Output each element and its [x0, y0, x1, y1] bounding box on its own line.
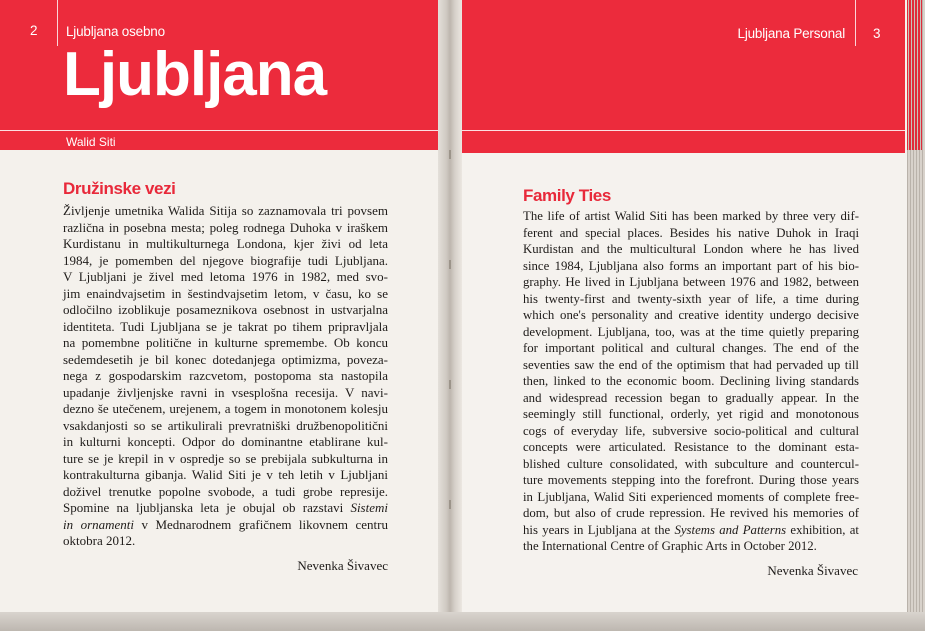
signature-left: Nevenka Šivavec	[297, 558, 388, 573]
text-line: ture se je krepil in v ospredje so se prebijala subkulturna in	[63, 450, 388, 466]
body-text-left	[63, 203, 388, 550]
text-line: for important political and cultural changes. The end of the	[523, 341, 859, 355]
text-line: sedemdesetih je bil konec dotedanjega optimizma, poveza-	[63, 351, 388, 367]
header-divider-left	[57, 0, 58, 46]
text-segment: v Mednarodnem grafičnem likovnem centru	[134, 516, 388, 532]
text-line: različna in posebna mesta; poleg rodnega Duhoka v iraškem	[63, 219, 388, 235]
text-line: and widespread recession began to gradually appear. In the	[523, 390, 859, 405]
book-spine	[438, 0, 462, 612]
text-line: kontrakulturna gibanja. Walid Siti je v teh letih v Ljubljani	[63, 467, 388, 482]
signature-right: Nevenka Šivavec	[767, 563, 858, 578]
text-line: oktobra 2012.	[63, 533, 136, 548]
text-line: jim enaindvajsetim in šestindvajsetim letom, v času, ko se	[63, 285, 388, 301]
text-line: Kurdistanu in multikulturnega Londona, kjer živi od leta	[63, 236, 388, 251]
text-line: dom, but also of crude repression. He revived his memories of	[523, 506, 859, 520]
text-line	[63, 500, 388, 517]
text-line: Kurdistan and the multicultural London where he has lived	[523, 242, 859, 256]
section-label-right: Ljubljana Personal	[737, 26, 845, 41]
text-segment: Spomine na ljubljanska leta je obujal ob razstavi	[63, 500, 351, 515]
text-line: The life of artist Walid Siti has been marked by three very dif-	[523, 209, 859, 223]
text-line: upadanje življenjske ravni in vsesplošna recesija. V navi-	[63, 384, 388, 400]
stitch-mark	[449, 500, 451, 509]
text-line: in Ljubljana, Walid Siti experienced moments of complete free-	[523, 489, 859, 504]
header-divider-right	[855, 0, 856, 46]
text-line: identiteta. Tudi Ljubljana se je takrat po tihem pripravljala	[63, 318, 388, 334]
text-line: V Ljubljani je živel med letoma 1976 in 1982, med svo-	[63, 269, 388, 284]
text-line: the International Centre of Graphic Arts in October 2012.	[523, 539, 817, 553]
text-line: nega z gospodarskim razcvetom, postopoma sta nastopila	[63, 368, 388, 383]
text-line: na pomembne politične in kulturne spremembe. Ob koncu	[63, 335, 388, 350]
text-line: 1984, je pomemben del njegove biografije tudi Ljubljana.	[63, 252, 388, 268]
text-line: development. Ljubljana, too, was at the time quietly preparing	[523, 324, 859, 339]
italic-title: Sistemi	[350, 500, 388, 515]
text-line: his twenty-first and twenty-sixth year of life, a time during	[523, 291, 859, 306]
text-line: blished culture consolidated, with subculture and countercul-	[523, 456, 859, 471]
page-number-right: 3	[873, 26, 881, 41]
text-line: concepts were articulated. Resistance to the dominant esta-	[523, 440, 859, 454]
stitch-mark	[449, 260, 451, 269]
text-line: in kulturni koncepti. Odpor do dominantne etablirane kul-	[63, 434, 388, 449]
text-line: odločilno izoblikuje posameznikova osebnost in ustvarjalna	[63, 302, 388, 317]
text-line: doživel trenutke popolne svobode, a tudi grobe represije.	[63, 483, 388, 499]
text-line: ture movements stepping into the forefront. During those years	[523, 473, 859, 487]
stitch-mark	[449, 380, 451, 389]
text-line: Življenje umetnika Walida Sitija so zaznamovala tri povsem	[63, 203, 388, 218]
section-label-left: Ljubljana osebno	[66, 24, 165, 39]
italic-title: Systems and Patterns	[674, 522, 787, 537]
stitch-mark	[449, 150, 451, 159]
page-title: Ljubljana	[63, 40, 327, 109]
text-segment: exhibition, at	[786, 522, 859, 537]
section-heading-right: Family Ties	[523, 186, 611, 205]
bottom-edge	[0, 612, 925, 631]
text-line: seemingly still functional, orderly, yet rigid and monotonous	[523, 407, 859, 421]
text-line: graphy. He lived in Ljubljana between 1976 and 1982, between	[523, 275, 859, 289]
header-rule-left	[0, 130, 440, 131]
text-line	[523, 522, 859, 539]
text-line: cogs of everyday life, subversive socio-political and cultural	[523, 423, 859, 438]
text-line: since 1984, Ljubljana also forms an important part of his bio-	[523, 258, 859, 273]
author-name: Walid Siti	[66, 135, 116, 149]
text-line: vsakdanjosti so se artikulirali prevratniški družbenopolitični	[63, 417, 388, 433]
header-rule-right	[462, 130, 905, 131]
text-line: then, linked to the economic boom. Declining living standards	[523, 374, 859, 388]
text-line: which one's personality and creative identity undergo decisive	[523, 308, 859, 322]
text-line: seventies saw the end of the optimism that had pervaded up till	[523, 357, 859, 372]
text-line	[63, 517, 388, 534]
text-line: ferent and special places. Besides his native Duhok in Iraqi	[523, 225, 859, 240]
section-heading-left: Družinske vezi	[63, 179, 176, 198]
text-segment: his years in Ljubljana at the	[523, 522, 675, 537]
page-number-left: 2	[30, 23, 38, 38]
body-text-right	[523, 208, 859, 555]
page-edges-red	[906, 0, 922, 150]
italic-title: in ornamenti	[63, 516, 135, 532]
text-line: dezno še utečenem, urejenem, a togem in monotonem kolesju	[63, 401, 388, 416]
